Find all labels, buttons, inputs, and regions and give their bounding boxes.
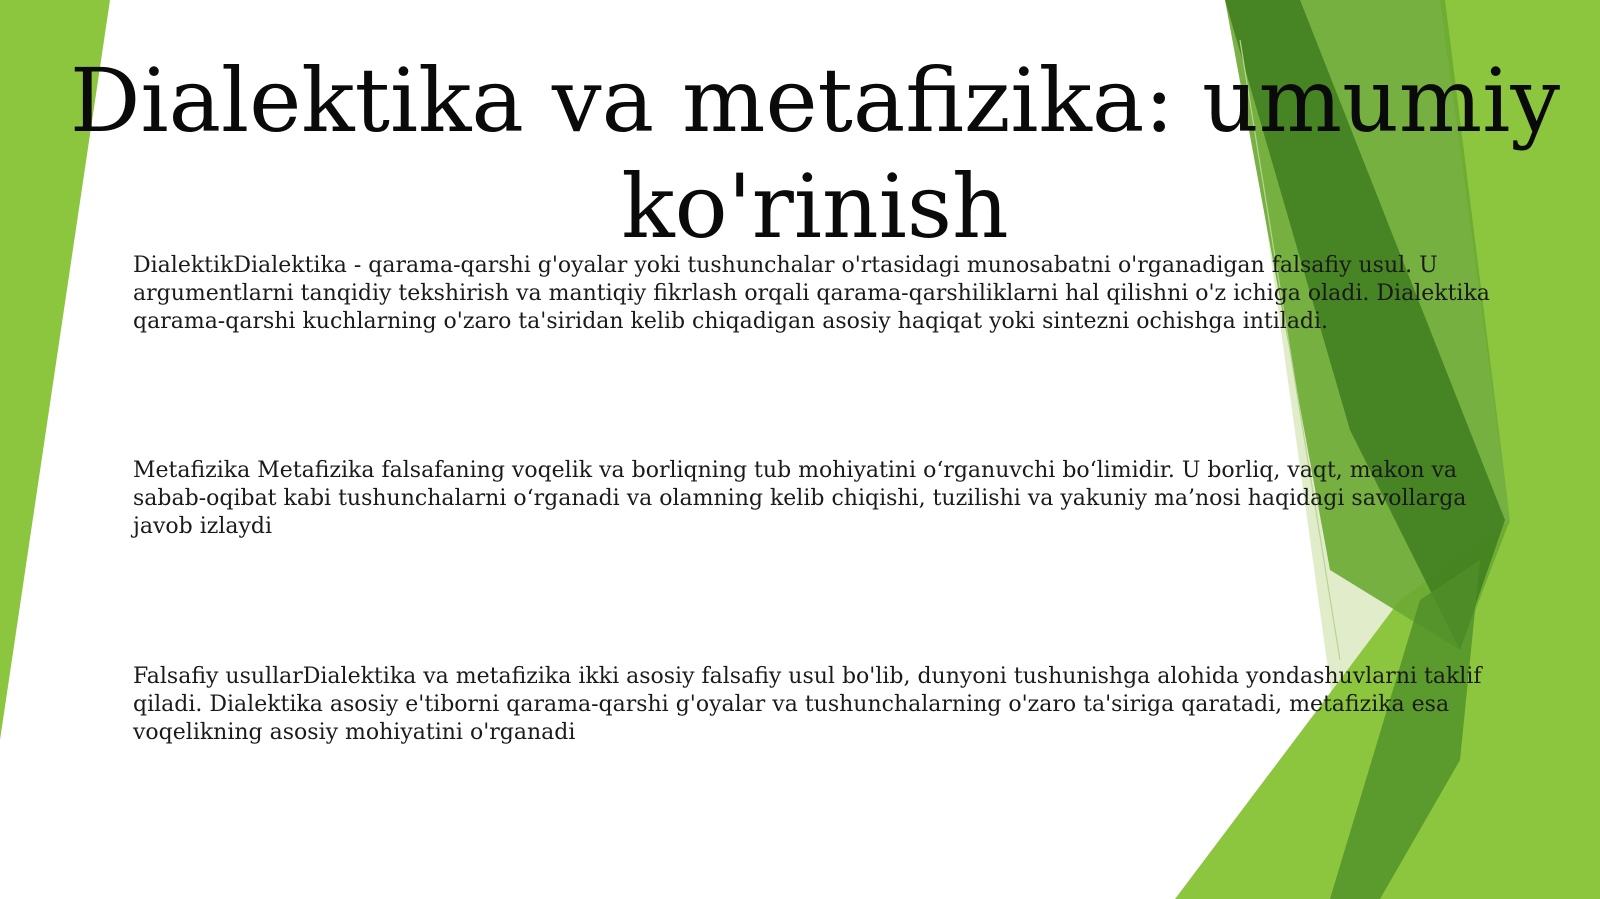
- paragraph-falsafiy-usullar: Falsafiy usullarDialektika va metafizika ikki asosiy falsafiy usul bo'lib, dunyoni tushunishga alohida yondashuvlarni taklif qiladi. Dialektika asosiy e'tiborni qarama-qarshi g'oyalar va tushunchalarning o'zaro ta'siriga qaratadi, metafizika esa voqelikning asosiy mohiyatini o'rganadi: [133, 664, 1482, 745]
- slide-title: Dialektika va metafizika: umumiy ko'rinish: [69, 49, 1561, 258]
- paragraph-dialektika: DialektikDialektika - qarama-qarshi g'oyalar yoki tushunchalar o'rtasidagi munosabatni o'rganadigan falsafiy usul. U argumentlarni tanqidiy tekshirish va mantiqiy fikrlash orqali qarama-qarshiliklarni hal qilishni o'z ichiga oladi. Dialektika qarama-qarshi kuchlarning o'zaro ta'siridan kelib chiqadigan asosiy haqiqat yoki sintezni ochishga intiladi.: [133, 253, 1490, 334]
- paragraph-metafizika: Metafizika Metafizika falsafaning voqelik va borliqning tub mohiyatini o‘rganuvchi bo‘limidir. U borliq, vaqt, makon va sabab-oqibat kabi tushunchalarni o‘rganadi va olamning kelib chiqishi, tuzilishi va yakuniy ma’nosi haqidagi savollarga javob izlaydi: [133, 458, 1467, 539]
